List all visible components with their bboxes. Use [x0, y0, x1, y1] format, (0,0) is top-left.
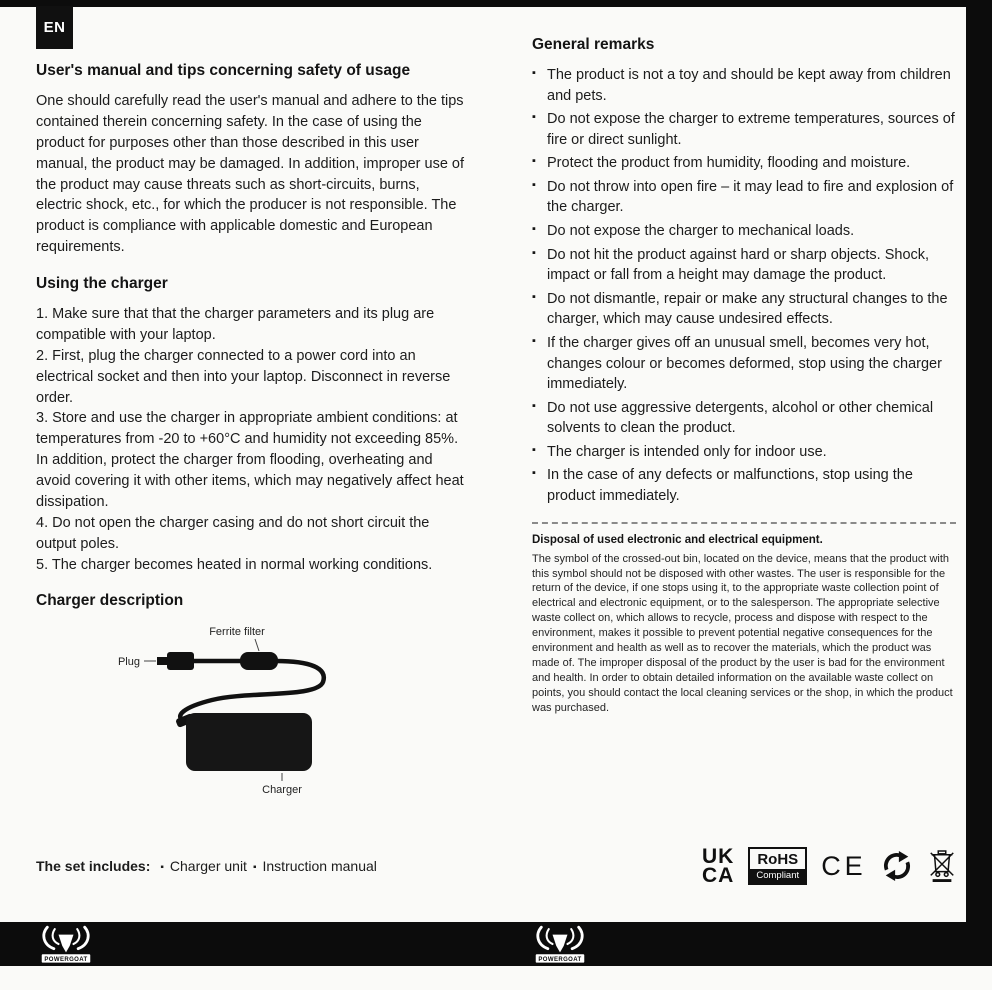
disposal-paragraph: The symbol of the crossed-out bin, located on the device, means that the product with this symbol should not be disposed with other wastes. The user is responsible for the return of the device, if one stops using it, to the appropriate waste collection point of electrical and electronic equipment, or to the salesperson. The appropriate selective waste collect on, which allows to recycle, process and dispose with respect to the environment, makes it possible to prevent potential negative consequences for the environment and health as well as to recover the materials, which the product was made of. The improper disposal of the product by the user is bad for the environment and health. In order to obtain detailed information on the available waste collect on points, you should contact the local cleaning services or the shop, in which the product was purchased. [532, 552, 953, 715]
charger-diagram [36, 621, 466, 799]
remark-item: ▪ In the case of any defects or malfunctions, stop using the product immediately. [532, 465, 956, 506]
set-includes-item-charger: ▪ Charger unit [160, 858, 247, 874]
powergoat-wordmark: POWERGOAT [44, 956, 88, 963]
powergoat-wordmark: POWERGOAT [538, 956, 582, 963]
ukca-logo [702, 844, 735, 887]
goat-emblem-icon [532, 923, 588, 965]
remark-item: ▪ Do not dismantle, repair or make any structural changes to the charger, which may cause undesired effects. [532, 289, 956, 330]
general-remarks-list [532, 65, 956, 507]
goat-emblem-icon [38, 923, 94, 965]
remark-item: ▪ The product is not a toy and should be kept away from children and pets. [532, 65, 956, 106]
remark-item: ▪ If the charger gives off an unusual smell, becomes very hot, changes colour or becomes deformed, stop using the charger immediately. [532, 333, 956, 395]
ce-mark-logo: CE [821, 850, 867, 881]
footer-brand-bar [0, 922, 992, 966]
ukca-line-uk: UK [702, 844, 735, 868]
language-badge [36, 6, 73, 49]
top-edge-bar [0, 0, 992, 7]
step-2: 2. First, plug the charger connected to a power cord into an electrical socket and then into your laptop. Disconnect in reverse order. [36, 347, 451, 406]
cable-path [180, 661, 324, 722]
remark-item: ▪ The charger is intended only for indoor use. [532, 442, 956, 463]
using-charger-title: Using the charger [36, 275, 168, 292]
powergoat-logo [38, 923, 94, 970]
right-edge-bar [966, 0, 992, 922]
left-column [36, 62, 468, 799]
weee-crossed-bin-icon [927, 848, 957, 884]
ferrite-leader-line [255, 639, 259, 651]
charger-label: Charger [262, 784, 302, 797]
ferrite-filter-icon [240, 652, 278, 670]
set-includes-item-manual: ▪ Instruction manual [253, 858, 377, 874]
remark-item: ▪ Do not hit the product against hard or sharp objects. Shock, impact or fall from a height may damage the product. [532, 245, 956, 286]
dashed-divider [532, 522, 956, 524]
compliance-logos [702, 842, 957, 890]
remark-item: ▪ Do not throw into open fire – it may lead to fire and explosion of the charger. [532, 177, 956, 218]
plug-label: Plug [117, 656, 140, 669]
step-3: 3. Store and use the charger in appropriate ambient conditions: at temperatures from -20 to +60°C and humidity not exceeding 85%. In addition, protect the charger from flooding, overheating and avoid covering it with other items, which may negatively affect heat dissipation. [36, 410, 464, 510]
step-1: 1. Make sure that that the charger parameters and its plug are compatible with your laptop. [36, 306, 435, 343]
remark-item: ▪ Protect the product from humidity, flooding and moisture. [532, 153, 956, 174]
language-badge-label: EN [43, 19, 66, 36]
set-includes-label: The set includes: [36, 858, 151, 874]
recycle-icon [881, 850, 913, 882]
rohs-logo [748, 847, 807, 885]
right-column [532, 36, 956, 716]
remark-item: ▪ Do not use aggressive detergents, alcohol or other chemical solvents to clean the product. [532, 398, 956, 439]
charger-body-icon [186, 713, 312, 771]
rohs-compliant-label: Compliant [750, 869, 805, 883]
using-charger-steps [36, 304, 468, 575]
left-column-title: User's manual and tips concerning safety of usage [36, 62, 411, 79]
plug-icon [157, 652, 194, 670]
rohs-label: RoHS [757, 851, 799, 868]
remark-item: ▪ Do not expose the charger to extreme temperatures, sources of fire or direct sunlight. [532, 109, 956, 150]
charger-description-title: Charger description [36, 592, 184, 610]
step-5: 5. The charger becomes heated in normal working conditions. [36, 556, 433, 573]
general-remarks-title: General remarks [532, 36, 655, 53]
powergoat-logo [532, 923, 588, 970]
ukca-line-ca: CA [702, 864, 735, 887]
set-includes-line [36, 858, 377, 874]
intro-paragraph: One should carefully read the user's manual and adhere to the tips contained therein concerning safety. In the case of using the product for purposes other than those described in this user manual, the product may be damaged. In addition, improper use of the product may cause threats such as short-circuits, burns, electric shock, etc., for which the producer is not responsible. The product is compliance with applicable domestic and European requirements. [36, 93, 465, 256]
ferrite-filter-label: Ferrite filter [209, 626, 265, 639]
disposal-title: Disposal of used electronic and electrical equipment. [532, 533, 823, 546]
remark-item: ▪ Do not expose the charger to mechanical loads. [532, 221, 956, 242]
step-4: 4. Do not open the charger casing and do not short circuit the output poles. [36, 514, 430, 552]
